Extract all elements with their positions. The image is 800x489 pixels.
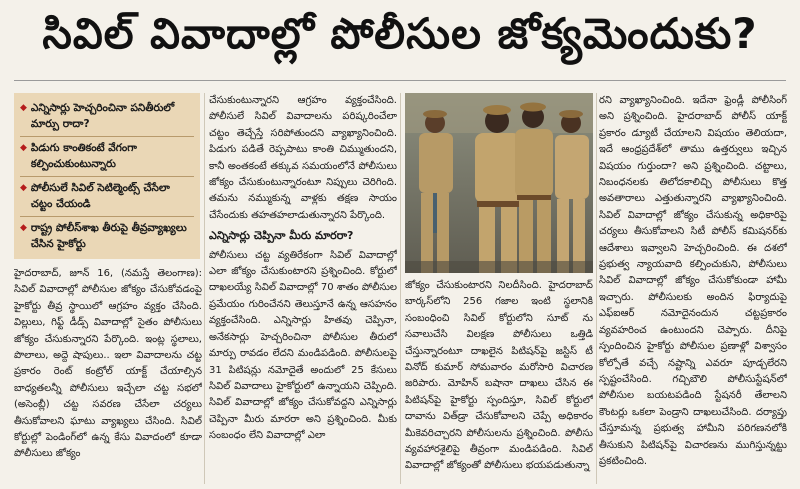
highlight-item [20, 137, 194, 177]
column-divider [204, 93, 205, 484]
article-paragraph: చేసుకుంటున్నారని ఆగ్రహం వ్యక్తంచేసింది. పోలీసులే సివిల్ వివాదాలను పరిష్కరించేలా చట్టం తెచ్చేస్తే సరిపోతుందని వ్యాఖ్యానించింది. పిడుగు పడితే రెప్పపాటు కాంతి చిమ్ముతుందని, కానీ అంతకంటే తక్కువ సమయంలోనే పోలీసులు జోక్యం చేసుకుంటున్నారంటూ నిప్పులు చెరిగింది. తమను నమ్ముకున్న వాళ్లకు తక్షణ సాయం చేసేందుకు తహతహలాడుతున్నారని పేర్కొంది. [209, 95, 397, 221]
highlight-text: రాష్ట్ర పోలీస్‌శాఖ తీరుపై తీవ్రవ్యాఖ్యలు చేసిన హైకోర్టు [30, 222, 187, 250]
page-title: సివిల్ వివాదాల్లో పోలీసుల జోక్యమెందుకు? [42, 9, 758, 58]
police-photo-illustration [405, 93, 593, 273]
article-column-2 [209, 93, 397, 484]
highlights-box [14, 93, 200, 259]
article-column-4 [599, 93, 787, 484]
highlight-item [20, 97, 194, 137]
police-officers-photo [405, 93, 593, 273]
bullet-icon: ◆ [20, 103, 27, 113]
highlight-text: పిడుగు కాంతికంటే వేగంగా కల్పించుకుంటున్నారు [30, 142, 137, 170]
article-column-1 [14, 266, 202, 484]
highlight-text: పోలీసులే సివిల్ సెటిల్మెంట్స్ చేసేలా చట్టం చేయండి [30, 182, 170, 210]
column-divider [596, 93, 597, 484]
headline-banner [0, 0, 800, 78]
article-paragraph: పోలీసులు చట్ట వ్యతిరేకంగా సివిల్ వివాదాల్లో ఎలా జోక్యం చేసుకుంటారని ప్రశ్నించింది. కోర్టులో దాఖలయ్యే సివిల్ వివాదాల్లో 70 శాతం పోలీసుల ప్రమేయం గురించేనని తెలుస్తూనే ఉన్న ఆసహనం వ్యక్తంచేసింది. ఎన్నిసార్లు హితవు చెప్పినా, అనేకసార్లు హెచ్చరించినా పోలీసుల తీరులో మార్పు రావడం లేదని మండిపడింది. పోలీసులపై 31 పిటిషన్లు నమోదైతే అందులో 25 కేసులు సివిల్ వివాదాలు హైకోర్టులో ఉన్నాయని చెప్పింది. సివిల్ వివాదాల్లో జోక్యం చేసుకోవద్దని ఎన్నిసార్లు చెప్పినా మీరు మారరా అని ప్రశ్నించింది. మీకు సంబంధం లేని వివాదాల్లో ఎలా [209, 249, 397, 442]
headline-divider [14, 80, 786, 81]
article-subheading: ఎన్నిసార్లు చెప్పినా మీరు మారరా? [209, 229, 354, 243]
article-column-3 [405, 278, 593, 484]
bullet-icon: ◆ [20, 143, 27, 153]
column-divider [400, 93, 401, 484]
article-paragraph: హైదరాబాద్, జూన్ 16, (నమస్తే తెలంగాణ): సివిల్ వివాదాల్లో పోలీసుల జోక్యం చేసుకోవడంపై హైకోర్టు తీవ్ర స్థాయిలో ఆగ్రహం వ్యక్తం చేసింది. విల్లులు, గిఫ్ట్ డీడ్స్ వివాదాల్లో సైతం పోలీసులు జోక్యం చేసుకున్నారని పేర్కొంది. ఇంట్ల స్థలాలు, పొలాలు, అద్దె షాపులు.. ఇలా వివాదాలను చట్ట ప్రకారం రెంట్ కంట్రోల్ యాక్ట్ చేయాల్సిన బాధ్యతలన్నీ పోలీసులు ఇచ్చేలా చట్ట సభలో (అసెంబ్లీ) చట్ట సవరణ చేసేలా చర్యలు తీసుకోవాలని ఘాటు వ్యాఖ్యలు చేసింది. సివిల్ కోర్టుల్లో పెండింగ్‌లో ఉన్న కేసు వివాదంలో కూడా పోలీసులు జోక్యం [14, 268, 202, 460]
bullet-icon: ◆ [20, 223, 27, 233]
bullet-icon: ◆ [20, 183, 27, 193]
highlight-item [20, 217, 194, 256]
highlight-text: ఎన్నిసార్లు హెచ్చరించినా పనితీరులో మార్పు రాదా? [30, 102, 175, 130]
article-paragraph: జోక్యం చేసుకుంటారని నిలదీసింది. హైదరాబాద్ బార్కస్‌లోని 256 గజాల ఇంటి స్థలానికి సంబంధించి సివిల్ కోర్టులోని సూట్ ను సవాలుచేసి విలక్షణ పోలీసులు ఒత్తిడి చేస్తున్నారంటూ దాఖలైన పిటిషన్‌పై జస్టిస్ టీ వినోద్ కుమార్ సోమవారం మరోసారి విచారణ జరిపారు. మోహిన్ బషానా దాఖలు చేసిన ఈ పిటిషన్‌పై హైకోర్టు స్పందిస్తూ, సివిల్ కోర్టులో దావాను విత్‌డ్రా చేసుకోవాలని చెప్పే అధికారం మీకెవరిచ్చారని పోలీసులను ప్రశ్నించింది. పోలీసు వ్యవహారశైలిపై తీవ్రంగా మండిపడింది. సివిల్ వివాదాల్లో జోక్యంతో పోలీసులు భయపడుతున్నా [405, 280, 593, 472]
article-paragraph: రని వ్యాఖ్యానించింది. ఇదేనా ఫ్రెండ్లీ పోలీసింగ్ అని ప్రశ్నించింది. హైదరాబాద్ పోలీస్ యాక్ట్ ప్రకారం డ్యూటీ చేయాలని విషయం తెలియదా, ఇదే ఆంధ్రప్రదేశ్‌లో తాము ఉత్తర్వులు ఇచ్చిన విషయం గుర్తుందా? అని ప్రశ్నించింది. చట్టాలు, నిబంధనలకు తిలోదకాలిచ్చి పోలీసులు కొత్త అవతారాలు ఎత్తుతున్నారని వ్యాఖ్యానించింది. సివిల్ వివాదాల్లో జోక్యం చేసుకున్న అధికారిపై చర్యలు తీసుకోవాలని సిటీ పోలీస్ కమిషనర్‌కు ఆదేశాలు ఇవ్వాలని హెచ్చరించింది. ఈ దశలో ప్రభుత్వ న్యాయవాది కల్పించుకుని, పోలీసులు సివిల్ వివాదాల్లో జోక్యం చేసుకోకుండా హామీ ఇచ్చారు. పోలీసులకు అందిన ఫిర్యాదుపై ఎఫ్ఐఆర్ నమోదైనందున చట్టప్రకారం వ్యవహరించ ఉంటుందని చెప్పారు. దీనిపై స్పందించిన హైకోర్టు పోలీసుల ప్రణాళ్లో విశ్వాసం కోల్పోతే వచ్చే నష్టాన్ని ఎవరూ పూడ్చలేరని స్పష్టంచేసింది. గచ్చిబౌలి పోలీసుస్టేషన్‌లో పోలీసుల బయటపడింది స్టేషనరీ తేలాలని కౌంటర్లు ఒకలా పెండ్రాని దాఖలుచేసింది. దర్యాప్తు చేస్తూమన్న ప్రభుత్వ హామీని పరిగణనలోకి తీసుకుని పిటిషన్‌పై విచారణను ముగిస్తున్నట్టు ప్రకటించింది. [599, 95, 787, 467]
highlight-item [20, 177, 194, 217]
